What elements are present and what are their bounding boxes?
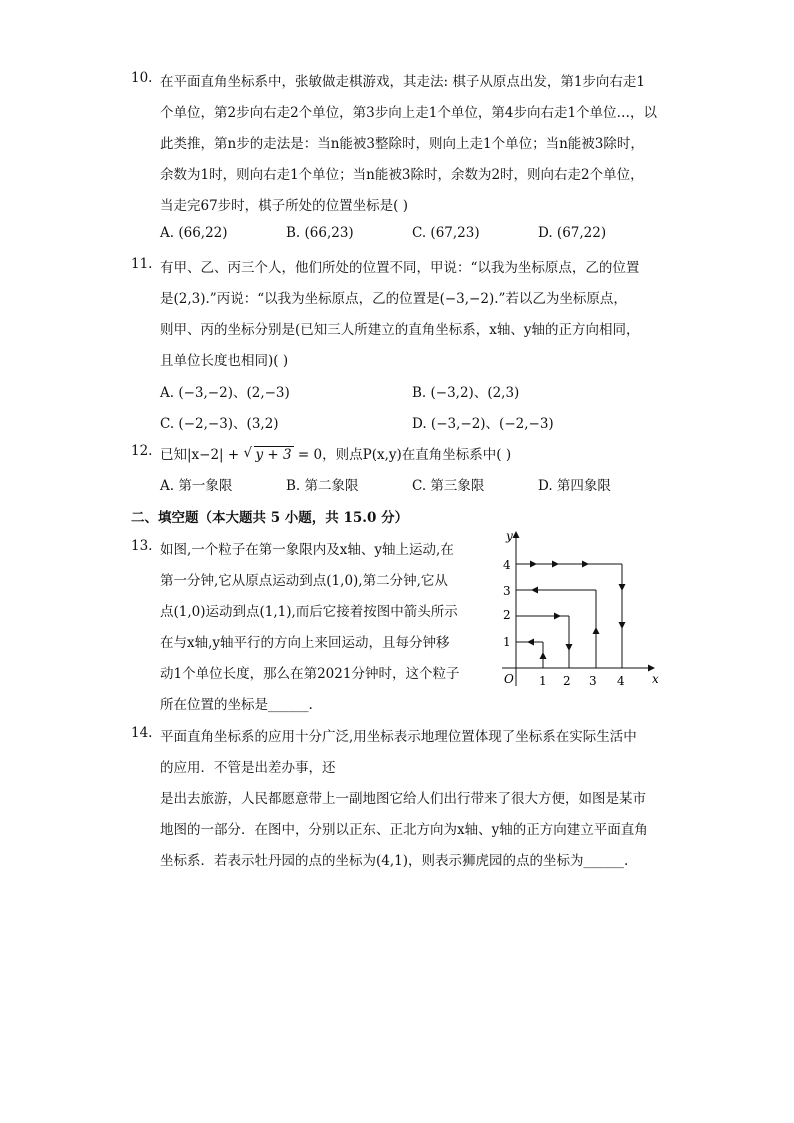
question-text-line: 在平面直角坐标系中，张敏做走棋游戏，其走法: 棋子从原点出发，第1步向右走1 (160, 74, 646, 90)
y-axis-label: y (506, 529, 513, 543)
origin-label: O (504, 672, 514, 686)
question-text-line: 且单位长度也相同)( ) (160, 353, 289, 369)
y-tick-label: 3 (503, 584, 511, 598)
particle-path (516, 564, 622, 668)
y-tick-label: 1 (503, 635, 511, 649)
option-a[interactable]: A. (66,22) (160, 225, 228, 241)
question-text-line: 第一分钟,它从原点运动到点(1,0),第二分钟,它从 (160, 573, 448, 589)
particle-path-figure (488, 528, 660, 690)
question-text-line: 则甲、丙的坐标分别是(已知三人所建立的直角坐标系，x轴、y轴的正方向相同， (160, 322, 640, 338)
sqrt-radicand: y + 3 (255, 447, 292, 463)
option-b[interactable]: B. (−3,2)、(2,3) (412, 385, 520, 401)
option-c[interactable]: C. 第三象限 (412, 478, 485, 494)
x-tick-label: 4 (617, 674, 625, 688)
section-heading: 二、填空题（本大题共 5 小题，共 15.0 分） (131, 510, 409, 526)
question-text-line: 平面直角坐标系的应用十分广泛,用坐标表示地理位置体现了坐标系在实际生活中 (160, 729, 637, 745)
option-b[interactable]: B. 第二象限 (286, 478, 359, 494)
sqrt-expression (244, 447, 294, 463)
y-tick-label: 2 (503, 608, 511, 622)
question-text-line: 个单位，第2步向右走2个单位，第3步向上走1个单位，第4步向右走1个单位…，以 (160, 105, 658, 121)
question-text-line: 坐标系．若表示牡丹园的点的坐标为(4,1)，则表示狮虎园的点的坐标为______. (160, 853, 629, 869)
question-text-line: 的应用．不管是出差办事，还 (160, 760, 336, 776)
option-d[interactable]: D. (−3,−2)、(−2,−3) (412, 416, 554, 432)
question-text-line: 是出去旅游，人民都愿意带上一副地图它给人们出行带来了很大方便，如图是某市 (160, 791, 646, 807)
equation-suffix: = 0，则点P(x,y)在直角坐标系中( ) (293, 447, 512, 463)
x-tick-label: 1 (539, 674, 547, 688)
question-text-line: 在与x轴,y轴平行的方向上来回运动，且每分钟移 (160, 635, 450, 651)
question-number: 11. (131, 256, 153, 272)
question-text-line: 有甲、乙、丙三个人，他们所处的位置不同，甲说：“以我为坐标原点，乙的位置 (160, 260, 640, 276)
x-tick-label: 2 (563, 674, 571, 688)
option-c[interactable]: C. (−2,−3)、(3,2) (160, 416, 279, 432)
option-c[interactable]: C. (67,23) (412, 225, 480, 241)
option-d[interactable]: D. 第四象限 (538, 478, 611, 494)
question-text-line: 点(1,0)运动到点(1,1),而后它接着按图中箭头所示 (160, 604, 458, 620)
equation-prefix: 已知|x−2| + (160, 447, 244, 463)
option-b[interactable]: B. (66,23) (286, 225, 354, 241)
question-text-line: 当走完67步时，棋子所处的位置坐标是( ) (160, 198, 409, 214)
question-text-line: 此类推，第n步的走法是：当n能被3整除时，则向上走1个单位；当n能被3除时， (160, 136, 644, 152)
option-d[interactable]: D. (67,22) (538, 225, 607, 241)
question-text-line: 地图的一部分．在图中，分别以正东、正北方向为x轴、y轴的正方向建立平面直角 (160, 822, 648, 838)
sqrt-sign-icon: √ (243, 445, 253, 461)
question-text-line: 余数为1时，则向右走1个单位；当n能被3除时，余数为2时，则向右走2个单位， (160, 167, 644, 183)
x-tick-label: 3 (589, 674, 597, 688)
question-text-line: 动1个单位长度，那么在第2021分钟时，这个粒子 (160, 666, 460, 682)
question-text-line: 如图,一个粒子在第一象限内及x轴、y轴上运动,在 (160, 542, 454, 558)
question-number: 14. (131, 725, 153, 741)
question-number: 12. (131, 443, 153, 459)
question-text-line (160, 443, 511, 463)
question-number: 10. (131, 70, 153, 86)
question-text-line: 是(2,3).”丙说：“以我为坐标原点，乙的位置是(−3,−2).”若以乙为坐标原点， (160, 291, 627, 307)
question-text-line: 所在位置的坐标是______. (160, 697, 313, 713)
question-number: 13. (131, 538, 153, 554)
option-a[interactable]: A. (−3,−2)、(2,−3) (160, 385, 290, 401)
x-axis-label: x (652, 672, 659, 686)
option-a[interactable]: A. 第一象限 (160, 478, 233, 494)
y-tick-label: 4 (503, 558, 511, 572)
